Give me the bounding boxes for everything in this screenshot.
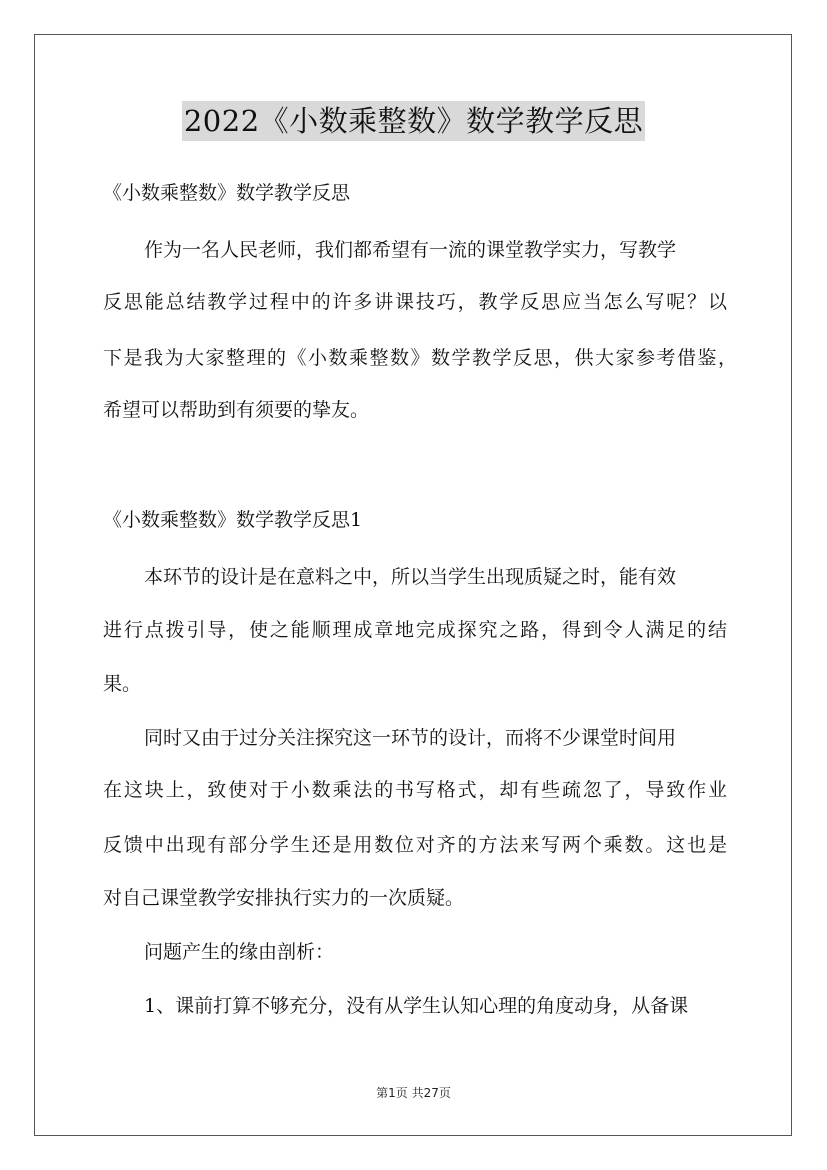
document-title: 2022《小数乘整数》数学教学反思 [182, 101, 645, 141]
para1-line-2: 进行点拨引导，使之能顺理成章地完成探究之路，得到令人满足的结 [103, 619, 727, 641]
para1-line-3: 果。 [103, 673, 142, 695]
para4: 1、课前打算不够充分，没有从学生认知心理的角度动身，从备课 [144, 995, 689, 1017]
para2-line-1: 同时又由于过分关注探究这一环节的设计，而将不少课堂时间用 [144, 727, 677, 749]
intro-line-4: 希望可以帮助到有须要的挚友。 [103, 399, 370, 421]
para2-line-2: 在这块上，致使对于小数乘法的书写格式，却有些疏忽了，导致作业 [103, 779, 727, 801]
section-heading: 《小数乘整数》数学教学反思1 [103, 509, 363, 531]
subtitle: 《小数乘整数》数学教学反思 [103, 182, 351, 204]
title-container [0, 101, 827, 141]
intro-line-2: 反思能总结教学过程中的许多讲课技巧，教学反思应当怎么写呢？以 [103, 291, 727, 313]
intro-line-1: 作为一名人民老师，我们都希望有一流的课堂教学实力，写教学 [144, 239, 677, 261]
para2-line-3: 反馈中出现有部分学生还是用数位对齐的方法来写两个乘数。这也是 [103, 834, 727, 856]
intro-line-3: 下是我为大家整理的《小数乘整数》数学教学反思，供大家参考借鉴， [103, 347, 737, 369]
para2-line-4: 对自己课堂教学安排执行实力的一次质疑。 [103, 887, 465, 909]
para1-line-1: 本环节的设计是在意料之中，所以当学生出现质疑之时，能有效 [144, 566, 677, 588]
page-number: 第1页 共27页 [376, 1086, 451, 1100]
para3: 问题产生的缘由剖析： [144, 941, 335, 963]
